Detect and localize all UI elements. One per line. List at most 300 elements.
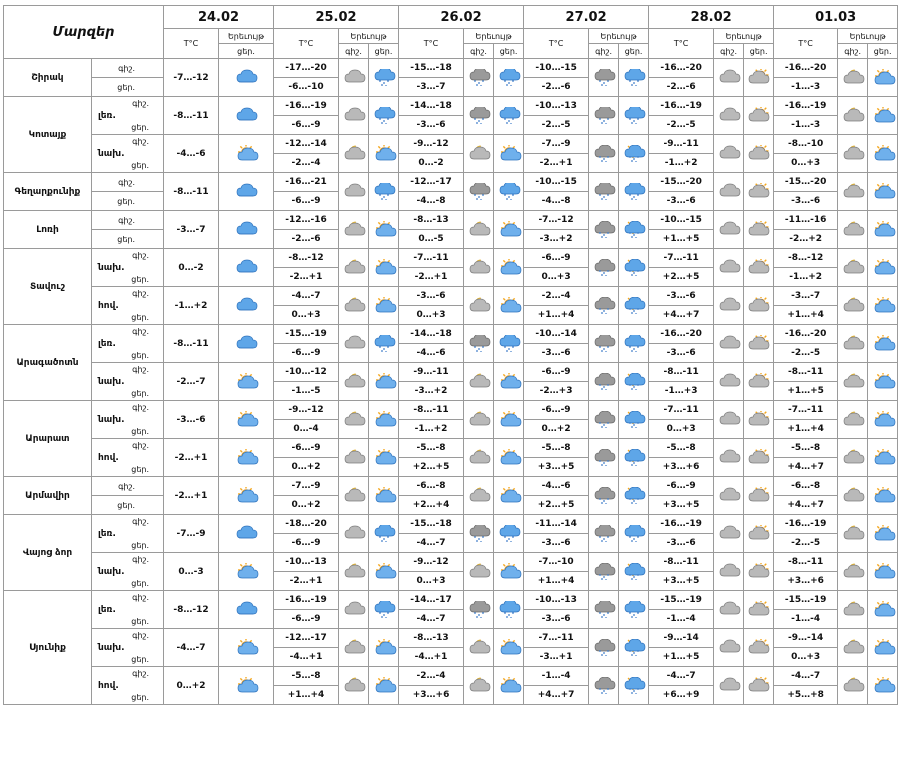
weather-icon-cell (494, 629, 524, 667)
weather-icon-cell (868, 363, 898, 401)
sun-cloud-icon (369, 259, 398, 276)
sun-cloud-icon (868, 563, 897, 580)
temperature-cell: -2…+1 (274, 268, 339, 287)
region-name: Վայոց ձոր (4, 515, 92, 591)
moon-cloud-icon (838, 297, 867, 314)
temperature-cell: +3…+5 (524, 458, 589, 477)
temperature-cell: -2…+1 (164, 477, 219, 515)
table-row (4, 515, 898, 534)
night-header: գիշ. (589, 44, 619, 59)
time-of-day: գիշ. (132, 555, 150, 564)
temperature-cell: -3…+2 (399, 382, 464, 401)
sun-cloud-icon (868, 525, 897, 542)
temperature-cell: +2…+5 (649, 268, 714, 287)
temperature-cell: +1…+4 (524, 306, 589, 325)
weather-icon-cell (744, 249, 774, 287)
region-header: Մարզեր (4, 6, 164, 59)
day-header: ցեր. (744, 44, 774, 59)
temperature-cell: -7…-11 (524, 629, 589, 648)
temperature-cell: -5…-8 (399, 439, 464, 458)
weather-icon-cell (464, 135, 494, 173)
subregion-name: լեռ. (98, 110, 116, 121)
sun-snow-icon (619, 449, 648, 466)
weather-icon-cell (369, 59, 399, 97)
time-of-day: ցեր. (131, 427, 150, 436)
temperature-cell: -3…-6 (524, 610, 589, 629)
moon-cloud-icon (838, 259, 867, 276)
table-row (4, 401, 898, 420)
weather-icon-cell (369, 135, 399, 173)
weather-icon-cell (619, 591, 649, 629)
gray-cloud-icon (714, 183, 743, 200)
weather-icon-cell (339, 401, 369, 439)
temperature-cell: +5…+8 (774, 686, 838, 705)
sun-cloud-icon (219, 449, 273, 466)
temperature-cell: -9…-11 (399, 363, 464, 382)
table-row (4, 477, 898, 496)
weather-icon-cell (339, 135, 369, 173)
date-header: 27.02 (524, 6, 649, 29)
temperature-cell: 0…+2 (274, 496, 339, 515)
time-of-day: ցեր. (131, 693, 150, 702)
weather-icon-cell (589, 515, 619, 553)
temperature-cell: 0…+2 (524, 420, 589, 439)
weather-icon-cell (744, 135, 774, 173)
temperature-cell: -1…-3 (774, 78, 838, 97)
weather-icon-cell (339, 629, 369, 667)
gray-snow-icon (464, 69, 493, 86)
day-header: ցեր. (369, 44, 399, 59)
weather-icon-cell (619, 439, 649, 477)
subregion-name: նախ. (98, 148, 125, 159)
weather-icon-cell (464, 591, 494, 629)
weather-icon-cell (744, 401, 774, 439)
temperature-cell: -16…-19 (274, 97, 339, 116)
moon-snow-icon (589, 145, 618, 162)
weather-icon-cell (339, 553, 369, 591)
region-name: Արագածոտն (4, 325, 92, 401)
weather-icon-cell (744, 439, 774, 477)
date-header: 26.02 (399, 6, 524, 29)
weather-icon-cell (714, 515, 744, 553)
sun-cloud-icon (369, 297, 398, 314)
weather-icon-cell (219, 553, 274, 591)
sun-gray-cloud-icon (744, 373, 773, 390)
temperature-cell: 0…+3 (649, 420, 714, 439)
temperature-cell: +1…+5 (649, 230, 714, 249)
time-of-day: ցեր. (92, 496, 164, 515)
gray-cloud-icon (339, 335, 368, 352)
temperature-cell: -2…+2 (774, 230, 838, 249)
weather-icon-cell (589, 629, 619, 667)
weather-icon-cell (339, 59, 369, 97)
temperature-cell: -9…-14 (649, 629, 714, 648)
moon-cloud-icon (838, 69, 867, 86)
weather-icon-cell (744, 553, 774, 591)
weather-icon-cell (589, 173, 619, 211)
moon-cloud-icon (838, 183, 867, 200)
temperature-cell: -7…-12 (524, 211, 589, 230)
subregion-name: նախ. (98, 566, 125, 577)
weather-icon-cell (744, 629, 774, 667)
weather-icon-cell (464, 401, 494, 439)
sun-cloud-icon (369, 411, 398, 428)
sun-cloud-icon (494, 639, 523, 656)
temperature-cell: -6…-9 (274, 116, 339, 135)
region-name: Սյունիք (4, 591, 92, 705)
night-header: գիշ. (714, 44, 744, 59)
time-of-day: գիշ. (132, 631, 150, 640)
blue-snow-icon (494, 107, 523, 124)
weather-icon-cell (494, 439, 524, 477)
subregion-cell (92, 401, 164, 439)
weather-icon-cell (744, 287, 774, 325)
temperature-cell: -9…-12 (399, 135, 464, 154)
temperature-cell: -8…-13 (399, 211, 464, 230)
weather-icon-cell (868, 477, 898, 515)
region-name: Լոռի (4, 211, 92, 249)
time-of-day: ցեր. (92, 192, 164, 211)
gray-cloud-icon (714, 259, 743, 276)
weather-icon-cell (714, 401, 744, 439)
table-row (4, 211, 898, 230)
time-of-day: գիշ. (92, 59, 164, 78)
temperature-cell: -6…-9 (274, 610, 339, 629)
phenomenon-header: Երեւույթ (464, 29, 524, 44)
time-of-day: ցեր. (131, 123, 150, 132)
weather-icon-cell (744, 173, 774, 211)
temperature-cell: -16…-20 (774, 59, 838, 78)
gray-cloud-icon (714, 639, 743, 656)
temperature-cell: -2…-7 (164, 363, 219, 401)
weather-icon-cell (219, 401, 274, 439)
weather-icon-cell (744, 325, 774, 363)
temperature-cell: -3…-6 (774, 192, 838, 211)
temperature-cell: -15…-20 (649, 173, 714, 192)
blue-cloud-icon (219, 259, 273, 276)
sun-cloud-icon (219, 411, 273, 428)
weather-icon-cell (619, 325, 649, 363)
sun-cloud-icon (868, 335, 897, 352)
temperature-cell: -9…-11 (649, 135, 714, 154)
temperature-cell: +4…+7 (774, 496, 838, 515)
temperature-cell: +4…+7 (524, 686, 589, 705)
temperature-cell: -17…-20 (274, 59, 339, 78)
phenomenon-header: Երեւույթ (219, 29, 274, 44)
sun-snow-icon (619, 373, 648, 390)
weather-icon-cell (838, 97, 868, 135)
weather-icon-cell (714, 439, 744, 477)
temp-header: T°C (274, 29, 339, 59)
table-row (4, 97, 898, 116)
sun-cloud-icon (494, 373, 523, 390)
region-name: Արարատ (4, 401, 92, 477)
blue-snow-icon (369, 525, 398, 542)
moon-cloud-icon (464, 563, 493, 580)
temperature-cell: -10…-13 (524, 97, 589, 116)
temperature-cell: -16…-20 (774, 325, 838, 344)
sun-snow-icon (619, 259, 648, 276)
weather-icon-cell (464, 667, 494, 705)
temperature-cell: -15…-18 (399, 515, 464, 534)
temperature-cell: -7…-9 (164, 515, 219, 553)
weather-icon-cell (494, 401, 524, 439)
sun-cloud-icon (868, 601, 897, 618)
weather-icon-cell (219, 667, 274, 705)
temperature-cell: -8…-11 (774, 363, 838, 382)
weather-icon-cell (619, 97, 649, 135)
day-header: ցեր. (219, 44, 274, 59)
weather-icon-cell (714, 59, 744, 97)
weather-icon-cell (619, 59, 649, 97)
weather-icon-cell (464, 553, 494, 591)
weather-icon-cell (464, 363, 494, 401)
temperature-cell: -12…-16 (274, 211, 339, 230)
weather-icon-cell (589, 211, 619, 249)
blue-snow-icon (619, 69, 648, 86)
weather-icon-cell (714, 211, 744, 249)
sun-cloud-icon (494, 563, 523, 580)
moon-cloud-icon (339, 411, 368, 428)
temperature-cell: -4…-7 (399, 534, 464, 553)
weather-icon-cell (838, 287, 868, 325)
weather-icon-cell (464, 515, 494, 553)
temperature-cell: -10…-13 (524, 591, 589, 610)
temperature-cell: -2…-5 (649, 116, 714, 135)
temperature-cell: -3…-7 (399, 78, 464, 97)
gray-cloud-icon (714, 107, 743, 124)
temperature-cell: -7…-9 (524, 135, 589, 154)
weather-icon-cell (619, 477, 649, 515)
night-header: գիշ. (464, 44, 494, 59)
time-of-day: ցեր. (131, 351, 150, 360)
weather-icon-cell (744, 211, 774, 249)
time-of-day: գիշ. (132, 365, 150, 374)
temperature-cell: -2…-5 (524, 116, 589, 135)
weather-icon-cell (619, 363, 649, 401)
weather-icon-cell (838, 553, 868, 591)
temperature-cell: -6…-9 (274, 534, 339, 553)
temperature-cell: -1…-4 (524, 667, 589, 686)
weather-icon-cell (589, 59, 619, 97)
weather-icon-cell (369, 667, 399, 705)
temperature-cell: -10…-13 (274, 553, 339, 572)
temperature-cell: 0…+2 (274, 458, 339, 477)
gray-cloud-icon (714, 563, 743, 580)
moon-cloud-icon (838, 373, 867, 390)
night-header: գիշ. (339, 44, 369, 59)
weather-icon-cell (714, 135, 744, 173)
moon-cloud-icon (464, 487, 493, 504)
temperature-cell: -7…-11 (649, 249, 714, 268)
table-row (4, 249, 898, 268)
sun-cloud-icon (219, 677, 273, 694)
temperature-cell: -8…-11 (164, 97, 219, 135)
temperature-cell: -4…-7 (274, 287, 339, 306)
weather-icon-cell (219, 287, 274, 325)
temp-header: T°C (774, 29, 838, 59)
weather-icon-cell (868, 515, 898, 553)
temperature-cell: 0…-2 (164, 249, 219, 287)
gray-cloud-icon (339, 183, 368, 200)
gray-snow-icon (464, 335, 493, 352)
temp-header: T°C (524, 29, 589, 59)
moon-cloud-icon (339, 449, 368, 466)
weather-icon-cell (219, 629, 274, 667)
blue-snow-icon (494, 525, 523, 542)
moon-cloud-icon (838, 145, 867, 162)
temperature-cell: -6…-10 (274, 78, 339, 97)
time-of-day: ցեր. (131, 541, 150, 550)
weather-icon-cell (714, 477, 744, 515)
blue-snow-icon (369, 107, 398, 124)
weather-icon-cell (219, 439, 274, 477)
temperature-cell: +2…+4 (399, 496, 464, 515)
temperature-cell: -2…+1 (274, 572, 339, 591)
weather-icon-cell (868, 97, 898, 135)
sun-cloud-icon (219, 145, 273, 162)
moon-cloud-icon (464, 639, 493, 656)
sun-cloud-icon (369, 563, 398, 580)
weather-icon-cell (838, 477, 868, 515)
sun-cloud-icon (868, 449, 897, 466)
sun-gray-cloud-icon (744, 563, 773, 580)
weather-icon-cell (838, 363, 868, 401)
weather-icon-cell (838, 629, 868, 667)
subregion-cell (92, 97, 164, 135)
time-of-day: գիշ. (132, 669, 150, 678)
moon-cloud-icon (464, 411, 493, 428)
moon-cloud-icon (464, 259, 493, 276)
weather-icon-cell (868, 249, 898, 287)
time-of-day: ցեր. (131, 161, 150, 170)
weather-icon-cell (494, 287, 524, 325)
moon-snow-icon (589, 487, 618, 504)
sun-cloud-icon (868, 487, 897, 504)
subregion-cell (92, 287, 164, 325)
temperature-cell: +2…+5 (399, 458, 464, 477)
table-row (4, 667, 898, 686)
temperature-cell: 0…+3 (774, 648, 838, 667)
weather-icon-cell (838, 59, 868, 97)
temperature-cell: -12…-14 (274, 135, 339, 154)
blue-snow-icon (369, 601, 398, 618)
weather-icon-cell (369, 211, 399, 249)
weather-icon-cell (589, 363, 619, 401)
weather-icon-cell (589, 401, 619, 439)
weather-icon-cell (464, 97, 494, 135)
subregion-name: լեռ. (98, 338, 116, 349)
temperature-cell: -5…-8 (774, 439, 838, 458)
gray-cloud-icon (714, 221, 743, 238)
temperature-cell: 0…+3 (774, 154, 838, 173)
weather-icon-cell (868, 629, 898, 667)
weather-icon-cell (369, 287, 399, 325)
temperature-cell: -16…-19 (274, 591, 339, 610)
temperature-cell: -3…-6 (524, 344, 589, 363)
weather-icon-cell (714, 629, 744, 667)
temperature-cell: -12…-17 (399, 173, 464, 192)
table-row (4, 629, 898, 648)
moon-cloud-icon (464, 297, 493, 314)
temperature-cell: -2…-5 (774, 344, 838, 363)
weather-icon-cell (219, 477, 274, 515)
weather-icon-cell (219, 515, 274, 553)
weather-icon-cell (838, 135, 868, 173)
sun-cloud-icon (494, 221, 523, 238)
subregion-name: նախ. (98, 376, 125, 387)
subregion-cell (92, 249, 164, 287)
weather-icon-cell (219, 325, 274, 363)
weather-icon-cell (464, 439, 494, 477)
temperature-cell: -1…+2 (649, 154, 714, 173)
table-row (4, 553, 898, 572)
time-of-day: գիշ. (92, 173, 164, 192)
weather-icon-cell (369, 97, 399, 135)
subregion-name: նախ. (98, 414, 125, 425)
temperature-cell: -14…-18 (399, 97, 464, 116)
sun-snow-icon (619, 221, 648, 238)
table-row (4, 591, 898, 610)
gray-snow-icon (589, 335, 618, 352)
sun-gray-cloud-icon (744, 449, 773, 466)
moon-snow-icon (589, 297, 618, 314)
time-of-day: գիշ. (92, 477, 164, 496)
weather-icon-cell (619, 173, 649, 211)
gray-cloud-icon (714, 677, 743, 694)
temperature-cell: -5…-8 (649, 439, 714, 458)
blue-cloud-icon (219, 107, 273, 124)
temperature-cell: -3…-6 (164, 401, 219, 439)
temperature-cell: 0…+2 (164, 667, 219, 705)
moon-cloud-icon (464, 449, 493, 466)
day-header: ցեր. (619, 44, 649, 59)
temperature-cell: -16…-19 (774, 97, 838, 116)
temperature-cell: -5…-8 (524, 439, 589, 458)
day-header: ցեր. (868, 44, 898, 59)
date-header: 28.02 (649, 6, 774, 29)
time-of-day: ցեր. (131, 655, 150, 664)
date-header: 25.02 (274, 6, 399, 29)
gray-snow-icon (464, 601, 493, 618)
weather-icon-cell (868, 401, 898, 439)
temperature-cell: -16…-19 (649, 97, 714, 116)
temperature-cell: +3…+5 (649, 496, 714, 515)
gray-cloud-icon (714, 373, 743, 390)
temperature-cell: -7…-9 (274, 477, 339, 496)
sun-snow-icon (619, 639, 648, 656)
weather-icon-cell (838, 515, 868, 553)
weather-icon-cell (339, 667, 369, 705)
gray-snow-icon (464, 107, 493, 124)
temperature-cell: -14…-17 (399, 591, 464, 610)
temperature-cell: -2…-4 (274, 154, 339, 173)
gray-snow-icon (589, 183, 618, 200)
time-of-day: ցեր. (131, 617, 150, 626)
gray-cloud-icon (714, 69, 743, 86)
weather-icon-cell (494, 515, 524, 553)
sun-cloud-icon (868, 297, 897, 314)
weather-icon-cell (868, 173, 898, 211)
weather-icon-cell (714, 591, 744, 629)
weather-icon-cell (339, 325, 369, 363)
temperature-cell: -6…-9 (524, 249, 589, 268)
temperature-cell: -8…-11 (164, 325, 219, 363)
temp-header: T°C (649, 29, 714, 59)
sun-gray-cloud-icon (744, 487, 773, 504)
time-of-day: ցեր. (131, 313, 150, 322)
weather-icon-cell (868, 553, 898, 591)
